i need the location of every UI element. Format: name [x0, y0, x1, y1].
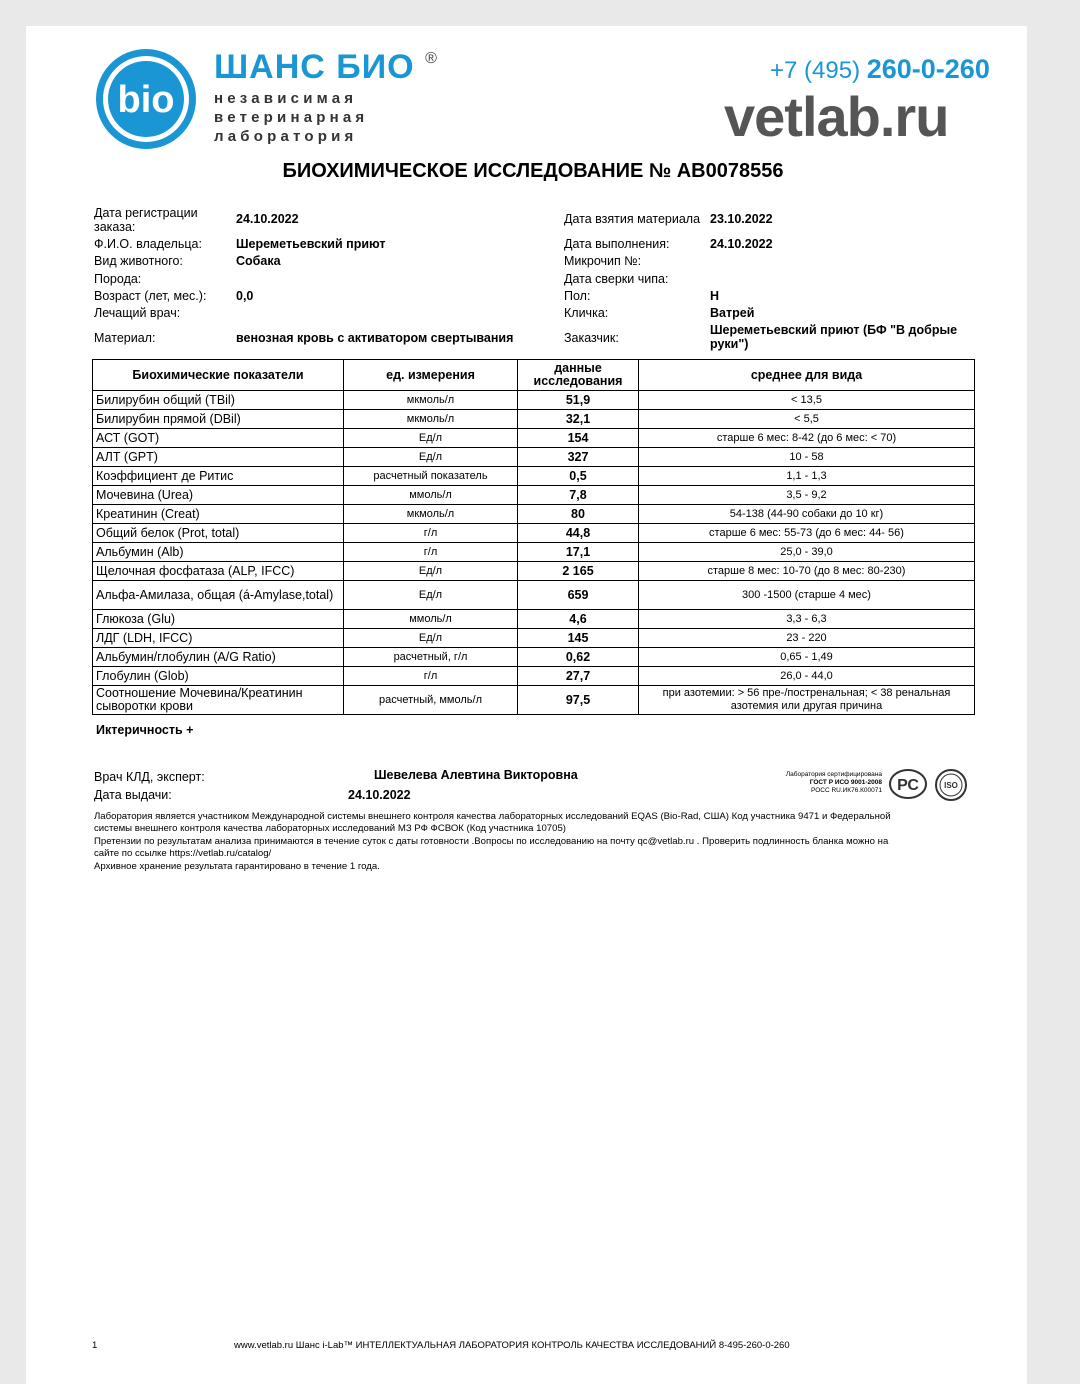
cell-reference: 26,0 - 44,0	[639, 667, 975, 686]
cell-value: 97,5	[518, 686, 639, 715]
cell-value: 659	[518, 581, 639, 610]
cell-unit: Ед/л	[344, 448, 518, 467]
cell-value: 327	[518, 448, 639, 467]
cell-unit: ммоль/л	[344, 486, 518, 505]
info-label-chip: Микрочип №:	[564, 254, 642, 268]
website-logo: vetlab.ru	[724, 85, 949, 148]
cell-reference: 300 -1500 (старше 4 мес)	[639, 581, 975, 610]
cell-indicator: Альбумин (Alb)	[93, 543, 344, 562]
cell-value: 154	[518, 429, 639, 448]
cell-unit: мкмоль/л	[344, 391, 518, 410]
cell-reference: 0,65 - 1,49	[639, 648, 975, 667]
table-row	[93, 543, 975, 562]
cell-indicator: Глюкоза (Glu)	[93, 610, 344, 629]
cell-unit: расчетный, г/л	[344, 648, 518, 667]
table-row	[93, 448, 975, 467]
cell-reference: 54-138 (44-90 собаки до 10 кг)	[639, 505, 975, 524]
cell-unit: расчетный, ммоль/л	[344, 686, 518, 715]
cell-indicator: Соотношение Мочевина/Креатинин сыворотки крови	[93, 686, 344, 715]
cell-unit: мкмоль/л	[344, 410, 518, 429]
tagline-1: независимая	[214, 90, 358, 107]
rst-cert-icon	[888, 768, 928, 800]
table-row	[93, 486, 975, 505]
info-label-chip-date: Дата сверки чипа:	[564, 272, 669, 286]
cell-value: 0,5	[518, 467, 639, 486]
cell-reference: старше 6 мес: 55-73 (до 6 мес: 44- 56)	[639, 524, 975, 543]
col-header-indicator: Биохимические показатели	[93, 360, 344, 391]
svg-text:РС: РС	[897, 777, 919, 794]
info-label-owner: Ф.И.О. владельца:	[94, 237, 202, 251]
cell-indicator: АСТ (GOT)	[93, 429, 344, 448]
info-label-species: Вид животного:	[94, 254, 183, 268]
cell-reference: 23 - 220	[639, 629, 975, 648]
cell-indicator: Коэффициент де Ритис	[93, 467, 344, 486]
cell-value: 27,7	[518, 667, 639, 686]
cell-unit: г/л	[344, 524, 518, 543]
iso-cert-icon	[934, 768, 968, 802]
table-row	[93, 429, 975, 448]
table-row	[93, 629, 975, 648]
table-row	[93, 610, 975, 629]
certification-text: Лаборатория сертифицирована ГОСТ Р ИСО 9001-2008 РОСС RU.ИК76.К00071	[785, 771, 882, 794]
info-value-sample-date: 23.10.2022	[710, 212, 773, 226]
table-row	[93, 505, 975, 524]
info-value-material: венозная кровь с активатором свертывания	[236, 331, 514, 345]
cell-indicator: Мочевина (Urea)	[93, 486, 344, 505]
cell-reference: 25,0 - 39,0	[639, 543, 975, 562]
table-row	[93, 667, 975, 686]
col-header-value: данные исследования	[518, 360, 639, 391]
info-label-customer: Заказчик:	[564, 331, 619, 345]
cell-unit: расчетный показатель	[344, 467, 518, 486]
cell-value: 17,1	[518, 543, 639, 562]
cell-value: 0,62	[518, 648, 639, 667]
cell-reference: 3,3 - 6,3	[639, 610, 975, 629]
table-row	[93, 524, 975, 543]
issue-date-value: 24.10.2022	[348, 788, 411, 802]
cell-indicator: ЛДГ (LDH, IFCC)	[93, 629, 344, 648]
cell-value: 7,8	[518, 486, 639, 505]
cell-reference: 1,1 - 1,3	[639, 467, 975, 486]
expert-name: Шевелева Алевтина Викторовна	[374, 768, 578, 782]
cell-value: 32,1	[518, 410, 639, 429]
table-row	[93, 391, 975, 410]
cell-indicator: Общий белок (Prot, total)	[93, 524, 344, 543]
cell-value: 80	[518, 505, 639, 524]
issue-date-label: Дата выдачи:	[94, 788, 172, 802]
info-value-customer: Шереметьевский приют (БФ "В добрые руки")	[710, 323, 958, 351]
cell-indicator: Щелочная фосфатаза (ALP, IFCC)	[93, 562, 344, 581]
disclaimer: Лаборатория является участником Международной системы внешнего контроля качества лабораторных исследований EQAS (Bio-Rad, США) Код участника 9471 и Федеральной системы внешнего контроля качества лабораторных исследований МЗ РФ ФСВОК (Код участника 10705) Претензии по результатам анализа принимаются в течение суток с даты готовности .Вопросы по исследованию на почту qc@vetlab.ru . Проверить подлинность бланка можно на сайте по ссылке https://vetlab.ru/catalog/ Архивное хранение результата гарантировано в течение 1 года.	[94, 811, 891, 872]
table-row	[93, 686, 975, 715]
cell-value: 44,8	[518, 524, 639, 543]
cell-unit: г/л	[344, 667, 518, 686]
table-row	[93, 410, 975, 429]
cell-reference: 3,5 - 9,2	[639, 486, 975, 505]
page-number: 1	[92, 1340, 98, 1351]
info-label-material: Материал:	[94, 331, 156, 345]
bio-logo-icon	[94, 47, 198, 151]
info-label-reg-date: Дата регистрации заказа:	[94, 206, 198, 234]
table-row	[93, 648, 975, 667]
cell-reference: < 5,5	[639, 410, 975, 429]
phone-number: +7 (495) 260-0-260	[770, 54, 990, 84]
cell-value: 51,9	[518, 391, 639, 410]
cell-reference: старше 8 мес: 10-70 (до 8 мес: 80-230)	[639, 562, 975, 581]
cell-unit: мкмоль/л	[344, 505, 518, 524]
logo-text: bio	[117, 79, 175, 121]
cell-value: 4,6	[518, 610, 639, 629]
info-value-age: 0,0	[236, 289, 254, 303]
cell-unit: ммоль/л	[344, 610, 518, 629]
info-label-sample-date: Дата взятия материала	[564, 212, 701, 226]
cell-indicator: Альбумин/глобулин (A/G Ratio)	[93, 648, 344, 667]
cell-indicator: Креатинин (Creat)	[93, 505, 344, 524]
info-value-species: Собака	[236, 254, 281, 268]
cell-reference: старше 6 мес: 8-42 (до 6 мес: < 70)	[639, 429, 975, 448]
cell-value: 145	[518, 629, 639, 648]
cell-reference: < 13,5	[639, 391, 975, 410]
info-label-sex: Пол:	[564, 289, 591, 303]
cell-unit: Ед/л	[344, 581, 518, 610]
cell-indicator: Билирубин прямой (DBil)	[93, 410, 344, 429]
brand-name: ШАНС БИО ®	[214, 48, 438, 86]
cell-indicator: АЛТ (GPT)	[93, 448, 344, 467]
results-table	[92, 359, 975, 715]
info-label-age: Возраст (лет, мес.):	[94, 289, 207, 303]
table-header-row	[93, 360, 975, 391]
cell-indicator: Альфа-Амилаза, общая (á-Amylase,total)	[93, 581, 344, 610]
info-label-doctor: Лечащий врач:	[94, 306, 181, 320]
footer-text: www.vetlab.ru Шанс i-Lab™ ИНТЕЛЛЕКТУАЛЬНАЯ ЛАБОРАТОРИЯ КОНТРОЛЬ КАЧЕСТВА ИССЛЕДОВАНИЙ 8-495-260-0-260	[234, 1340, 790, 1351]
table-row	[93, 581, 975, 610]
cell-unit: Ед/л	[344, 429, 518, 448]
info-label-done-date: Дата выполнения:	[564, 237, 670, 251]
cell-unit: г/л	[344, 543, 518, 562]
cell-indicator: Глобулин (Glob)	[93, 667, 344, 686]
info-value-reg-date: 24.10.2022	[236, 212, 299, 226]
col-header-unit: ед. измерения	[344, 360, 518, 391]
col-header-reference: среднее для вида	[639, 360, 975, 391]
document-title: БИОХИМИЧЕСКОЕ ИССЛЕДОВАНИЕ № АВ0078556	[282, 160, 784, 182]
cell-indicator: Билирубин общий (TBil)	[93, 391, 344, 410]
report-page	[26, 26, 1027, 1384]
cell-value: 2 165	[518, 562, 639, 581]
iso-text: ISO	[944, 781, 958, 790]
table-row	[93, 467, 975, 486]
expert-label: Врач КЛД, эксперт:	[94, 770, 205, 784]
tagline-3: лаборатория	[214, 128, 358, 145]
icterus-note: Иктеричность +	[96, 723, 194, 737]
cell-reference: при азотемии: > 56 пре-/постренальная; < 38 ренальная азотемия или другая причина	[639, 686, 975, 715]
info-label-breed: Порода:	[94, 272, 142, 286]
cell-unit: Ед/л	[344, 629, 518, 648]
info-value-owner: Шереметьевский приют	[236, 237, 386, 251]
info-label-nickname: Кличка:	[564, 306, 609, 320]
cell-reference: 10 - 58	[639, 448, 975, 467]
table-body	[93, 391, 975, 715]
table-row	[93, 562, 975, 581]
info-value-nickname: Ватрей	[710, 306, 755, 320]
info-value-done-date: 24.10.2022	[710, 237, 773, 251]
tagline-2: ветеринарная	[214, 109, 369, 126]
cell-unit: Ед/л	[344, 562, 518, 581]
info-value-sex: Н	[710, 289, 720, 303]
